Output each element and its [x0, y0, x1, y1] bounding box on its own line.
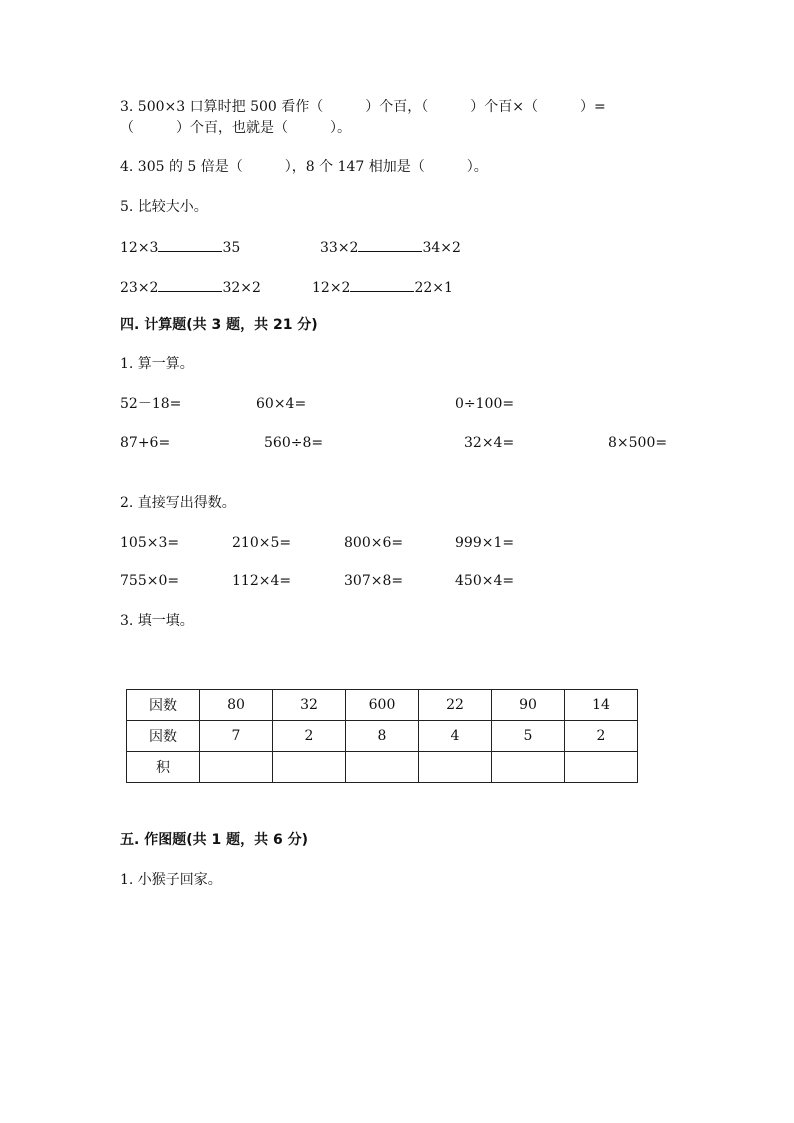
table-cell: 7: [200, 721, 273, 752]
s5-q1-title: 1. 小猴子回家。: [120, 872, 222, 888]
table-cell: 600: [346, 690, 419, 721]
s4-q2-title: 2. 直接写出得数。: [120, 495, 236, 511]
compare-item-3: [120, 277, 261, 297]
table-row: [127, 721, 638, 752]
table-cell: 2: [565, 721, 638, 752]
table-row: [127, 752, 638, 783]
table-cell: 32: [273, 690, 346, 721]
answer-cell[interactable]: [346, 752, 419, 783]
answer-cell[interactable]: [200, 752, 273, 783]
answer-blank[interactable]: [358, 237, 422, 252]
table-cell: 8: [346, 721, 419, 752]
table-header-cell: 积: [127, 752, 200, 783]
q3-line1: 3. 500×3 口算时把 500 看作（ ）个百，（ ）个百×（ ）=: [120, 99, 606, 115]
table-row: [127, 690, 638, 721]
calc-item: 210×5=: [232, 535, 292, 551]
compare-right: 35: [222, 240, 241, 256]
compare-left: 23×2: [120, 280, 159, 296]
calc-item: 560÷8=: [264, 435, 324, 451]
answer-blank[interactable]: [158, 237, 222, 252]
calc-item: 450×4=: [455, 573, 515, 589]
calc-item: 87+6=: [120, 435, 171, 451]
answer-cell[interactable]: [419, 752, 492, 783]
answer-cell[interactable]: [565, 752, 638, 783]
calc-item: 32×4=: [464, 435, 515, 451]
compare-left: 12×3: [120, 240, 159, 256]
compare-right: 32×2: [222, 280, 261, 296]
compare-right: 34×2: [422, 240, 461, 256]
q4-text: 4. 305 的 5 倍是（ ），8 个 147 相加是（ ）。: [120, 159, 488, 175]
calc-item: 999×1=: [455, 535, 515, 551]
calc-item: 105×3=: [120, 535, 180, 551]
table-cell: 90: [492, 690, 565, 721]
q3-line2: （ ）个百，也就是（ ）。: [120, 120, 351, 136]
calc-item: 755×0=: [120, 573, 180, 589]
section4-heading: 四. 计算题(共 3 题，共 21 分): [120, 317, 318, 333]
factor-table: [126, 689, 638, 783]
table-header-cell: 因数: [127, 690, 200, 721]
calc-item: 60×4=: [256, 396, 307, 412]
table-cell: 4: [419, 721, 492, 752]
s4-q1-title: 1. 算一算。: [120, 356, 194, 372]
compare-item-2: [320, 237, 461, 257]
answer-cell[interactable]: [492, 752, 565, 783]
calc-item: 800×6=: [344, 535, 404, 551]
q5-title: 5. 比较大小。: [120, 199, 208, 215]
answer-blank[interactable]: [350, 277, 414, 292]
table-cell: 14: [565, 690, 638, 721]
table-cell: 80: [200, 690, 273, 721]
table-cell: 22: [419, 690, 492, 721]
s4-q3-title: 3. 填一填。: [120, 613, 194, 629]
compare-left: 12×2: [312, 280, 351, 296]
compare-left: 33×2: [320, 240, 359, 256]
answer-cell[interactable]: [273, 752, 346, 783]
calc-item: 112×4=: [232, 573, 292, 589]
calc-item: 52－18=: [120, 396, 182, 412]
compare-right: 22×1: [414, 280, 453, 296]
calc-item: 8×500=: [608, 435, 668, 451]
section5-heading: 五. 作图题(共 1 题，共 6 分): [120, 832, 308, 848]
table-header-cell: 因数: [127, 721, 200, 752]
compare-item-1: [120, 237, 240, 257]
answer-blank[interactable]: [158, 277, 222, 292]
compare-item-4: [312, 277, 453, 297]
table-cell: 5: [492, 721, 565, 752]
table-cell: 2: [273, 721, 346, 752]
calc-item: 307×8=: [344, 573, 404, 589]
calc-item: 0÷100=: [455, 396, 515, 412]
